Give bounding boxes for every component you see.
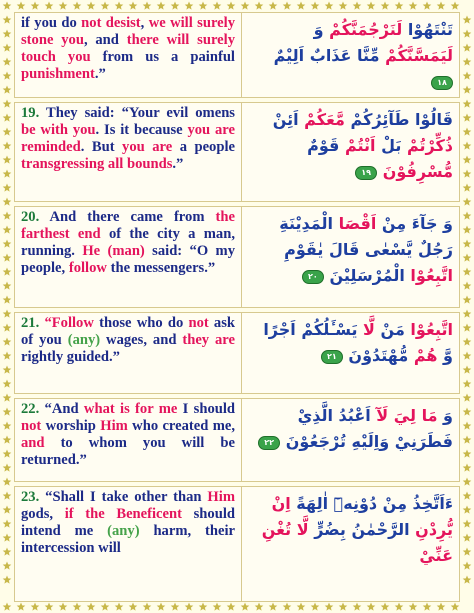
border-star-icon <box>3 296 12 304</box>
border-star-icon <box>3 2 12 10</box>
border-star-icon <box>463 422 472 430</box>
english-segment: gods, <box>21 506 65 522</box>
english-segment: what is for me <box>83 401 178 417</box>
english-translation-19 <box>15 103 242 201</box>
arabic-text-20 <box>246 207 459 307</box>
border-star-icon <box>171 603 180 611</box>
english-segment: who created me, <box>127 418 235 434</box>
border-star-icon <box>227 2 236 10</box>
english-segment: , and <box>83 32 127 48</box>
border-star-icon <box>59 2 68 10</box>
english-segment: punishment <box>21 66 95 82</box>
border-star-icon <box>171 2 180 10</box>
english-segment: rightly guided.” <box>21 349 120 365</box>
ayah-number-badge: ١٨ <box>431 76 453 90</box>
arabic-segment: لَّا تُغْنِ عَنِّيْ <box>261 520 453 565</box>
border-star-icon <box>31 2 40 10</box>
english-segment: you are reminded <box>21 122 235 155</box>
border-star-icon <box>3 30 12 38</box>
english-segment: They said: “Your evil omens <box>45 105 235 121</box>
border-star-icon <box>3 380 12 388</box>
border-star-icon <box>437 2 446 10</box>
arabic-segment: الرَّحْمٰنُ بِضُرٍّ <box>308 520 416 539</box>
border-star-icon <box>269 2 278 10</box>
border-star-icon <box>3 282 12 290</box>
border-star-icon <box>423 2 432 10</box>
english-segment: Him <box>207 489 235 505</box>
arabic-text-21 <box>246 313 459 393</box>
arabic-segment: مُّسْرِفُوْنَ <box>377 162 453 181</box>
english-segment: “And <box>44 401 84 417</box>
english-segment: 21. <box>21 315 45 331</box>
border-star-icon <box>409 603 418 611</box>
border-star-icon <box>409 2 418 10</box>
border-star-icon <box>3 366 12 374</box>
border-star-icon <box>463 198 472 206</box>
arabic-segment: وَ <box>437 406 453 425</box>
border-star-icon <box>451 2 460 10</box>
english-segment: transgressing all bounds <box>21 156 173 172</box>
arabic-segment: لَّا <box>363 320 375 339</box>
border-star-icon <box>213 603 222 611</box>
english-segment: we will surely stone you <box>21 15 236 48</box>
border-star-icon <box>367 2 376 10</box>
border-star-icon <box>463 576 472 584</box>
border-star-icon <box>3 506 12 514</box>
border-star-icon <box>463 380 472 388</box>
border-star-icon <box>3 128 12 136</box>
border-star-icon <box>269 603 278 611</box>
border-star-icon <box>3 198 12 206</box>
arabic-segment: الْمَدِيْنَةِ رَجُلٌ يَّسْعٰى قَالَ يٰقَوْمِ <box>279 214 453 259</box>
border-star-icon <box>463 100 472 108</box>
english-translation-22 <box>15 399 242 481</box>
border-star-icon <box>325 603 334 611</box>
english-segment: those who do <box>93 315 189 331</box>
border-star-icon <box>3 310 12 318</box>
english-segment: He (man) <box>82 243 145 259</box>
english-segment: 20. <box>21 209 50 225</box>
border-star-icon <box>3 100 12 108</box>
border-star-icon <box>143 603 152 611</box>
border-star-icon <box>463 492 472 500</box>
arabic-segment: قَوْمٌ <box>307 136 345 155</box>
arabic-text-19 <box>246 103 459 201</box>
border-star-icon <box>437 603 446 611</box>
english-segment: the farthest end <box>21 209 235 242</box>
english-segment: 23. <box>21 489 46 505</box>
english-segment: not <box>21 418 42 434</box>
border-star-icon <box>463 450 472 458</box>
border-star-icon <box>463 142 472 150</box>
border-star-icon <box>101 2 110 10</box>
border-star-icon <box>3 114 12 122</box>
border-star-icon <box>199 2 208 10</box>
border-star-icon <box>3 184 12 192</box>
border-star-icon <box>3 170 12 178</box>
english-segment: .” <box>94 66 106 82</box>
border-star-icon <box>185 603 194 611</box>
english-segment: “Shall I take other than <box>45 489 208 505</box>
verse-row-20 <box>14 206 460 308</box>
border-star-icon <box>73 2 82 10</box>
border-star-icon <box>87 2 96 10</box>
border-star-icon <box>367 603 376 611</box>
border-star-icon <box>381 603 390 611</box>
border-star-icon <box>311 603 320 611</box>
english-segment: 22. <box>21 401 45 417</box>
border-star-icon <box>157 2 166 10</box>
border-star-icon <box>3 450 12 458</box>
border-star-icon <box>463 184 472 192</box>
border-star-icon <box>353 2 362 10</box>
border-star-icon <box>101 603 110 611</box>
english-translation-20 <box>15 207 242 307</box>
english-segment: if the Beneficent <box>64 506 182 522</box>
border-star-icon <box>463 254 472 262</box>
ayah-number-badge: ٢٢ <box>258 436 280 450</box>
border-star-icon <box>241 2 250 10</box>
arabic-segment: مَنْ <box>374 320 411 339</box>
border-star-icon <box>463 170 472 178</box>
border-star-icon <box>283 2 292 10</box>
english-segment: 19. <box>21 105 46 121</box>
verse-row-23 <box>14 486 460 602</box>
border-star-icon <box>3 464 12 472</box>
border-star-icon <box>463 352 472 360</box>
english-segment: said: “O my people, <box>21 243 235 276</box>
english-segment: to whom you will be returned.” <box>21 435 235 468</box>
arabic-segment: اَعْبُدُ <box>338 406 371 425</box>
border-star-icon <box>463 324 472 332</box>
border-star-icon <box>463 464 472 472</box>
border-star-icon <box>463 282 472 290</box>
border-star-icon <box>3 226 12 234</box>
english-segment: I should <box>177 401 236 417</box>
border-star-icon <box>423 603 432 611</box>
border-star-icon <box>463 16 472 24</box>
border-star-icon <box>381 2 390 10</box>
border-star-icon <box>115 2 124 10</box>
english-segment: and <box>21 435 45 451</box>
border-star-icon <box>463 310 472 318</box>
arabic-text-18 <box>246 13 459 97</box>
border-star-icon <box>3 58 12 66</box>
border-star-icon <box>463 548 472 556</box>
border-star-icon <box>3 212 12 220</box>
arabic-segment: هُمْ <box>413 346 438 365</box>
english-segment: Him <box>100 418 128 434</box>
border-star-icon <box>463 366 472 374</box>
border-star-icon <box>463 408 472 416</box>
border-star-icon <box>129 603 138 611</box>
english-segment: (any) <box>67 332 101 348</box>
border-star-icon <box>395 603 404 611</box>
english-segment: they are <box>182 332 235 348</box>
arabic-segment: مَّعَكُمْ <box>304 110 345 129</box>
border-star-icon <box>463 296 472 304</box>
arabic-segment: بَلْ <box>375 136 407 155</box>
border-star-icon <box>3 240 12 248</box>
english-segment: . Is it because <box>95 122 188 138</box>
border-star-icon <box>45 2 54 10</box>
border-star-icon <box>311 2 320 10</box>
border-star-icon <box>463 30 472 38</box>
english-translation-23 <box>15 487 242 601</box>
arabic-segment: يَسْـَٔلُكُمْ اَجْرًا وَّ <box>263 320 453 365</box>
border-star-icon <box>463 534 472 542</box>
verse-row-22 <box>14 398 460 482</box>
verse-table <box>14 12 460 602</box>
border-star-icon <box>3 16 12 24</box>
arabic-segment: لَيَمَسَّنَّكُمْ <box>385 46 453 65</box>
arabic-segment: مِّنَّا عَذَابٌ اَلِيْمٌ <box>273 46 386 65</box>
border-star-icon <box>213 2 222 10</box>
border-star-icon <box>463 114 472 122</box>
border-star-icon <box>283 603 292 611</box>
border-star-icon <box>463 478 472 486</box>
border-star-icon <box>255 603 264 611</box>
arabic-segment: مُّهْتَدُوْنَ <box>342 346 414 365</box>
border-star-icon <box>395 2 404 10</box>
english-segment: follow <box>68 260 107 276</box>
english-segment: , <box>140 15 149 31</box>
border-star-icon <box>463 506 472 514</box>
border-star-icon <box>3 603 12 611</box>
english-segment: harm, their intercession will <box>21 523 235 556</box>
arabic-segment: قَالُوْا طَآئِرُكُمْ <box>344 110 453 129</box>
border-star-icon <box>3 492 12 500</box>
verse-row-21 <box>14 312 460 394</box>
border-star-icon <box>129 2 138 10</box>
english-segment: (any) <box>107 523 140 539</box>
border-star-icon <box>185 2 194 10</box>
border-star-icon <box>463 72 472 80</box>
english-segment: ask of you <box>21 315 236 348</box>
border-star-icon <box>157 603 166 611</box>
border-star-icon <box>463 44 472 52</box>
border-star-icon <box>463 156 472 164</box>
border-star-icon <box>451 603 460 611</box>
arabic-segment: اتَّبِعُوْا <box>410 266 453 285</box>
border-star-icon <box>87 603 96 611</box>
english-segment: And there came from <box>49 209 216 225</box>
english-translation-21 <box>15 313 242 393</box>
border-star-icon <box>3 548 12 556</box>
english-translation-18 <box>15 13 242 97</box>
border-star-icon <box>3 408 12 416</box>
arabic-segment: الْمُرْسَلِيْنَ <box>323 266 411 285</box>
border-star-icon <box>3 422 12 430</box>
border-star-icon <box>45 603 54 611</box>
border-star-icon <box>3 142 12 150</box>
english-segment: you are <box>122 139 173 155</box>
arabic-segment: اَئِنْ <box>272 110 305 129</box>
arabic-segment: اَقْصَا <box>338 214 377 233</box>
arabic-segment: ذُكِّرْتُمْ <box>406 136 453 155</box>
border-star-icon <box>3 268 12 276</box>
english-segment: not <box>188 315 209 331</box>
border-star-icon <box>255 2 264 10</box>
border-star-icon <box>227 603 236 611</box>
ayah-number-badge: ٢٠ <box>302 270 324 284</box>
english-segment: wages, and <box>100 332 183 348</box>
arabic-text-23 <box>246 487 459 601</box>
english-segment: worship <box>41 418 101 434</box>
arabic-segment: تَنْتَهُوْا <box>402 20 453 39</box>
border-star-icon <box>3 254 12 262</box>
border-star-icon <box>3 338 12 346</box>
border-star-icon <box>463 436 472 444</box>
border-star-icon <box>339 603 348 611</box>
border-star-icon <box>463 86 472 94</box>
border-star-icon <box>463 268 472 276</box>
border-star-icon <box>3 478 12 486</box>
border-star-icon <box>3 562 12 570</box>
english-segment: the messengers.” <box>106 260 216 276</box>
arabic-segment: لَآ <box>370 406 394 425</box>
english-segment: should intend me <box>21 506 236 539</box>
border-star-icon <box>297 2 306 10</box>
verse-row-18 <box>14 12 460 98</box>
arabic-segment: اتَّبِعُوْا <box>410 320 453 339</box>
ayah-number-badge: ٢١ <box>321 350 343 364</box>
border-star-icon <box>3 576 12 584</box>
border-star-icon <box>463 520 472 528</box>
arabic-segment: لَنَرْجُمَنَّكُمْ <box>329 20 403 39</box>
arabic-segment: وَ <box>313 20 330 39</box>
arabic-segment: اِنْ يُّرِدْنِ <box>271 494 453 539</box>
border-star-icon <box>463 226 472 234</box>
border-star-icon <box>241 603 250 611</box>
border-star-icon <box>17 603 26 611</box>
border-star-icon <box>3 520 12 528</box>
english-segment: “Follow <box>44 315 94 331</box>
border-star-icon <box>143 2 152 10</box>
english-segment: a people <box>172 139 235 155</box>
border-star-icon <box>3 324 12 332</box>
english-segment: be with you <box>21 122 96 138</box>
border-star-icon <box>73 603 82 611</box>
border-star-icon <box>199 603 208 611</box>
arabic-segment: وَ جَآءَ مِنْ <box>376 214 453 233</box>
english-segment: .” <box>172 156 184 172</box>
border-star-icon <box>463 240 472 248</box>
verse-row-19 <box>14 102 460 202</box>
english-segment: if you do <box>21 15 82 31</box>
ayah-number-badge: ١٩ <box>355 166 377 180</box>
border-star-icon <box>339 2 348 10</box>
border-star-icon <box>59 603 68 611</box>
english-segment: there will surely touch you <box>21 32 235 65</box>
border-star-icon <box>3 72 12 80</box>
border-star-icon <box>463 212 472 220</box>
border-star-icon <box>463 128 472 136</box>
border-star-icon <box>325 2 334 10</box>
border-star-icon <box>463 58 472 66</box>
border-star-icon <box>17 2 26 10</box>
english-segment: from us a painful <box>90 49 235 65</box>
english-segment: not desist <box>81 15 141 31</box>
border-star-icon <box>31 603 40 611</box>
border-star-icon <box>3 44 12 52</box>
arabic-segment: الَّذِيْ فَطَرَنِيْ وَاِلَيْهِ تُرْجَعُوْنَ <box>280 406 453 451</box>
arabic-segment: اَنْتُمْ <box>344 136 376 155</box>
border-star-icon <box>353 603 362 611</box>
english-segment: . But <box>80 139 123 155</box>
border-star-icon <box>463 562 472 570</box>
border-star-icon <box>3 436 12 444</box>
border-star-icon <box>297 603 306 611</box>
border-star-icon <box>463 338 472 346</box>
english-segment: of the city a man, running. <box>21 226 235 259</box>
border-star-icon <box>115 603 124 611</box>
arabic-text-22 <box>246 399 459 481</box>
arabic-segment: ءَاَتَّخِذُ مِنْ دُوْنِهٖٓ اٰلِهَةً <box>290 494 453 513</box>
border-star-icon <box>3 352 12 360</box>
arabic-segment: مَا لِيَ <box>393 406 438 425</box>
border-star-icon <box>3 394 12 402</box>
border-star-icon <box>3 156 12 164</box>
border-star-icon <box>3 534 12 542</box>
border-star-icon <box>463 394 472 402</box>
border-star-icon <box>3 86 12 94</box>
